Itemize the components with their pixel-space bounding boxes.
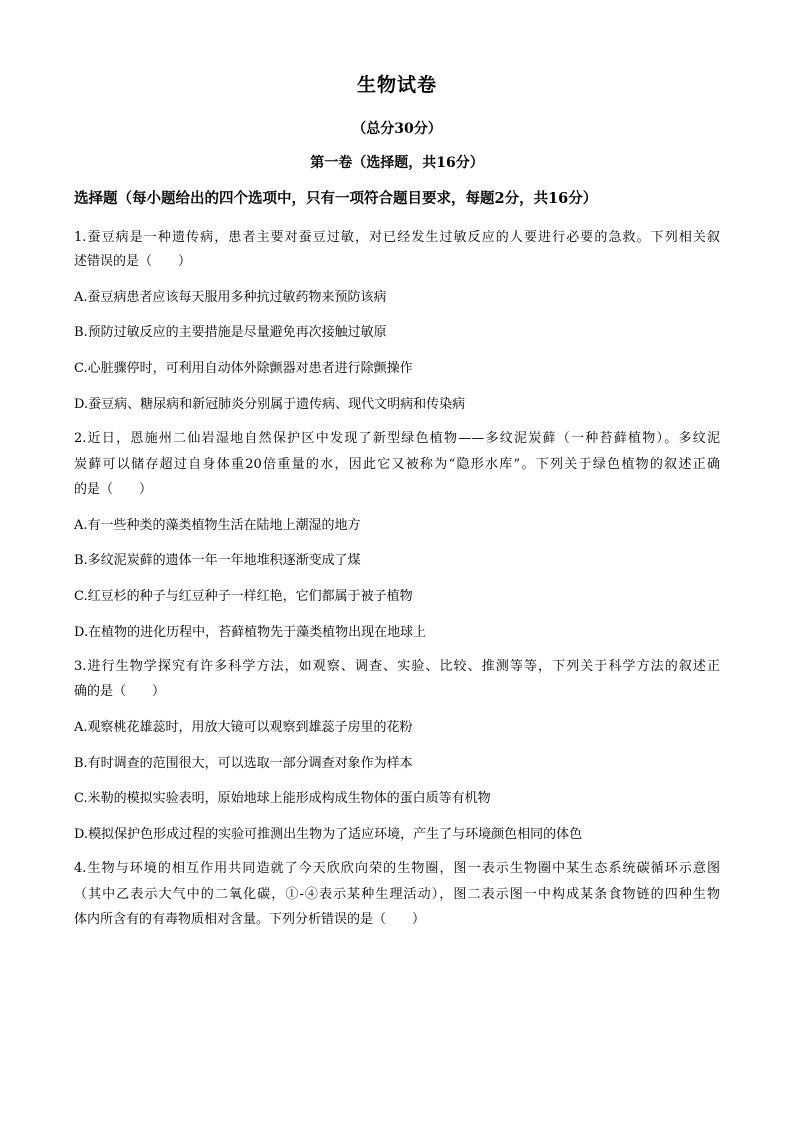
question-1-stem-line-1: 1.蚕豆病是一种遗传病，患者主要对蚕豆过敏，对已经发生过敏反应的人要进行必要的急救。下列相关叙 bbox=[74, 230, 720, 245]
question-3-option-c: C.米勒的模拟实验表明，原始地球上能形成构成生物体的蛋白质等有机物 bbox=[74, 791, 491, 806]
question-3-stem-line-1: 3.进行生物学探究有许多科学方法，如观察、调查、实验、比较、推测等等，下列关于科学方法的叙述正 bbox=[74, 659, 720, 674]
section-instructions: 选择题（每小题给出的四个选项中，只有一项符合题目要求，每题2分，共16分） bbox=[74, 190, 598, 207]
question-3-option-b: B.有时调查的范围很大，可以选取一部分调查对象作为样本 bbox=[74, 756, 413, 771]
question-2-option-c: C.红豆杉的种子与红豆种子一样红艳，它们都属于被子植物 bbox=[74, 589, 413, 604]
part-heading: 第一卷（选择题，共16分） bbox=[310, 155, 484, 171]
question-1-option-b: B.预防过敏反应的主要措施是尽量避免再次接触过敏原 bbox=[74, 325, 387, 340]
question-2-option-a: A.有一些种类的藻类植物生活在陆地上潮湿的地方 bbox=[74, 518, 361, 533]
question-3-stem-line-2: 确的是（ ） bbox=[74, 684, 166, 699]
question-2-option-b: B.多纹泥炭藓的遗体一年一年地堆积逐渐变成了煤 bbox=[74, 553, 361, 568]
page-title: 生物试卷 bbox=[356, 74, 437, 96]
question-4-stem-line-2: （其中乙表示大气中的二氧化碳，①-④表示某种生理活动），图二表示图一中构成某条食物链的四种生物 bbox=[74, 887, 720, 902]
question-2-stem-line-1: 2.近日，恩施州二仙岩湿地自然保护区中发现了新型绿色植物——多纹泥炭藓（一种苔藓植物）。多纹泥 bbox=[74, 431, 720, 446]
question-2-stem-line-2: 炭藓可以储存超过自身体重20倍重量的水，因此它又被称为“隐形水库”。下列关于绿色植物的叙述正确 bbox=[74, 457, 720, 472]
question-1-option-c: C.心脏骤停时，可利用自动体外除颤器对患者进行除颤操作 bbox=[74, 361, 413, 376]
question-3-option-a: A.观察桃花雄蕊时，用放大镜可以观察到雄蕊子房里的花粉 bbox=[74, 720, 413, 735]
question-4-stem-line-3: 体内所含有的有毒物质相对含量。下列分析错误的是（ ） bbox=[74, 912, 426, 927]
question-1-stem-line-2: 述错误的是（ ） bbox=[74, 254, 192, 269]
question-4-stem-line-1: 4.生物与环境的相互作用共同造就了今天欣欣向荣的生物圈，图一表示生物圈中某生态系统碳循环示意图 bbox=[74, 861, 720, 876]
question-1-option-a: A.蚕豆病患者应该每天服用多种抗过敏药物来预防该病 bbox=[74, 290, 387, 305]
question-3-option-d: D.模拟保护色形成过程的实验可推测出生物为了适应环境，产生了与环境颜色相同的体色 bbox=[74, 827, 583, 842]
question-1-option-d: D.蚕豆病、糖尿病和新冠肺炎分别属于遗传病、现代文明病和传染病 bbox=[74, 397, 466, 412]
question-2-stem-line-3: 的是（ ） bbox=[74, 482, 153, 497]
question-2-option-d: D.在植物的进化历程中，苔藓植物先于藻类植物出现在地球上 bbox=[74, 625, 427, 640]
total-score: （总分30分） bbox=[352, 121, 442, 137]
